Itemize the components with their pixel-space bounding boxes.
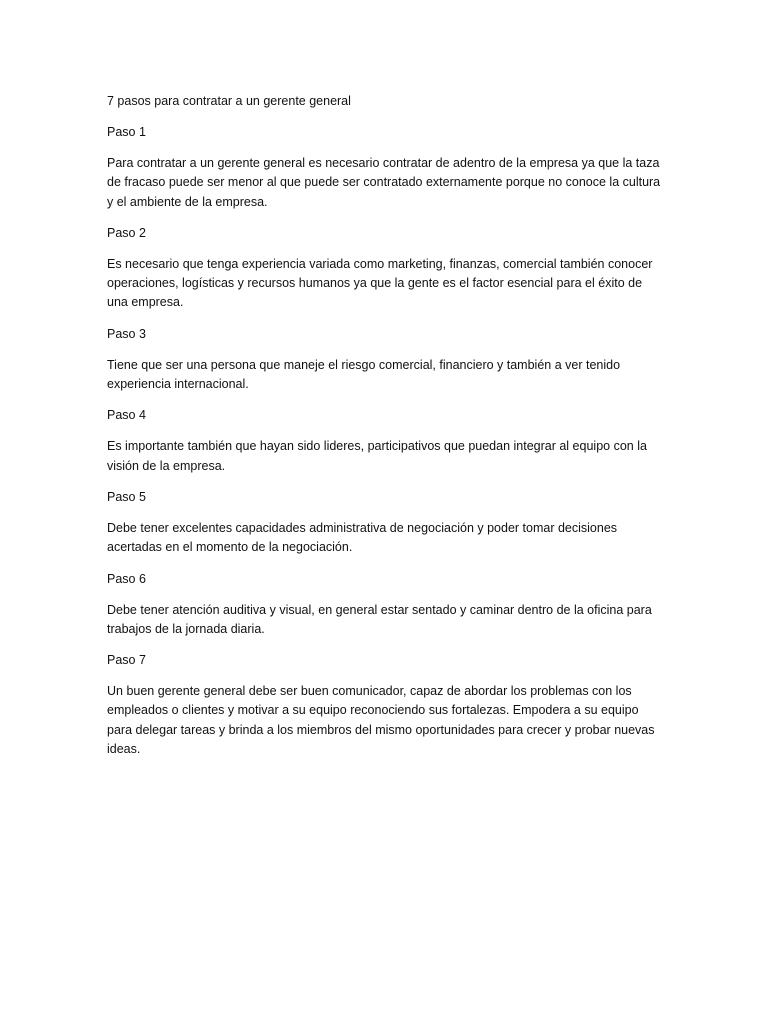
step-heading: Paso 6 bbox=[107, 571, 146, 586]
step-5 bbox=[107, 488, 663, 558]
step-text: Es importante también que hayan sido lideres, participativos que puedan integrar al equipo con la visión de la empresa. bbox=[107, 439, 647, 473]
step-heading: Paso 7 bbox=[107, 653, 146, 668]
step-heading: Paso 3 bbox=[107, 326, 146, 341]
step-3 bbox=[107, 325, 663, 395]
document-page bbox=[107, 92, 663, 771]
step-text: Tiene que ser una persona que maneje el riesgo comercial, financiero y también a ver tenido experiencia internacional. bbox=[107, 357, 621, 392]
step-2 bbox=[107, 224, 663, 313]
step-text: Para contratar a un gerente general es necesario contratar de adentro de la empresa ya que la taza de fracaso puede ser menor al que puede ser contratado externamente porque no conoce la cultura y el ambiente de la empresa. bbox=[107, 156, 661, 209]
step-text: Debe tener excelentes capacidades administrativa de negociación y poder tomar decisiones acertadas en el momento de la negociación. bbox=[107, 520, 618, 555]
document-title: 7 pasos para contratar a un gerente general bbox=[107, 94, 351, 108]
step-heading: Paso 4 bbox=[107, 408, 146, 423]
step-heading: Paso 5 bbox=[107, 489, 146, 504]
step-text: Un buen gerente general debe ser buen comunicador, capaz de abordar los problemas con los empleados o clientes y motivar a su equipo reconociendo sus fortalezas. Empodera a su equipo para delegar tareas y brinda a los miembros del mismo oportunidades para crecer y probar nuevas ideas. bbox=[107, 684, 655, 757]
step-heading: Paso 1 bbox=[107, 125, 146, 139]
step-7 bbox=[107, 651, 663, 759]
step-1 bbox=[107, 123, 663, 212]
step-text: Es necesario que tenga experiencia variada como marketing, finanzas, comercial también conocer operaciones, logísticas y recursos humanos ya que la gente es el factor esencial para el éxito de una empresa. bbox=[107, 256, 653, 310]
step-heading: Paso 2 bbox=[107, 225, 146, 240]
step-text: Debe tener atención auditiva y visual, en general estar sentado y caminar dentro de la oficina para trabajos de la jornada diaria. bbox=[107, 602, 652, 636]
step-4 bbox=[107, 406, 663, 476]
step-6 bbox=[107, 570, 663, 640]
